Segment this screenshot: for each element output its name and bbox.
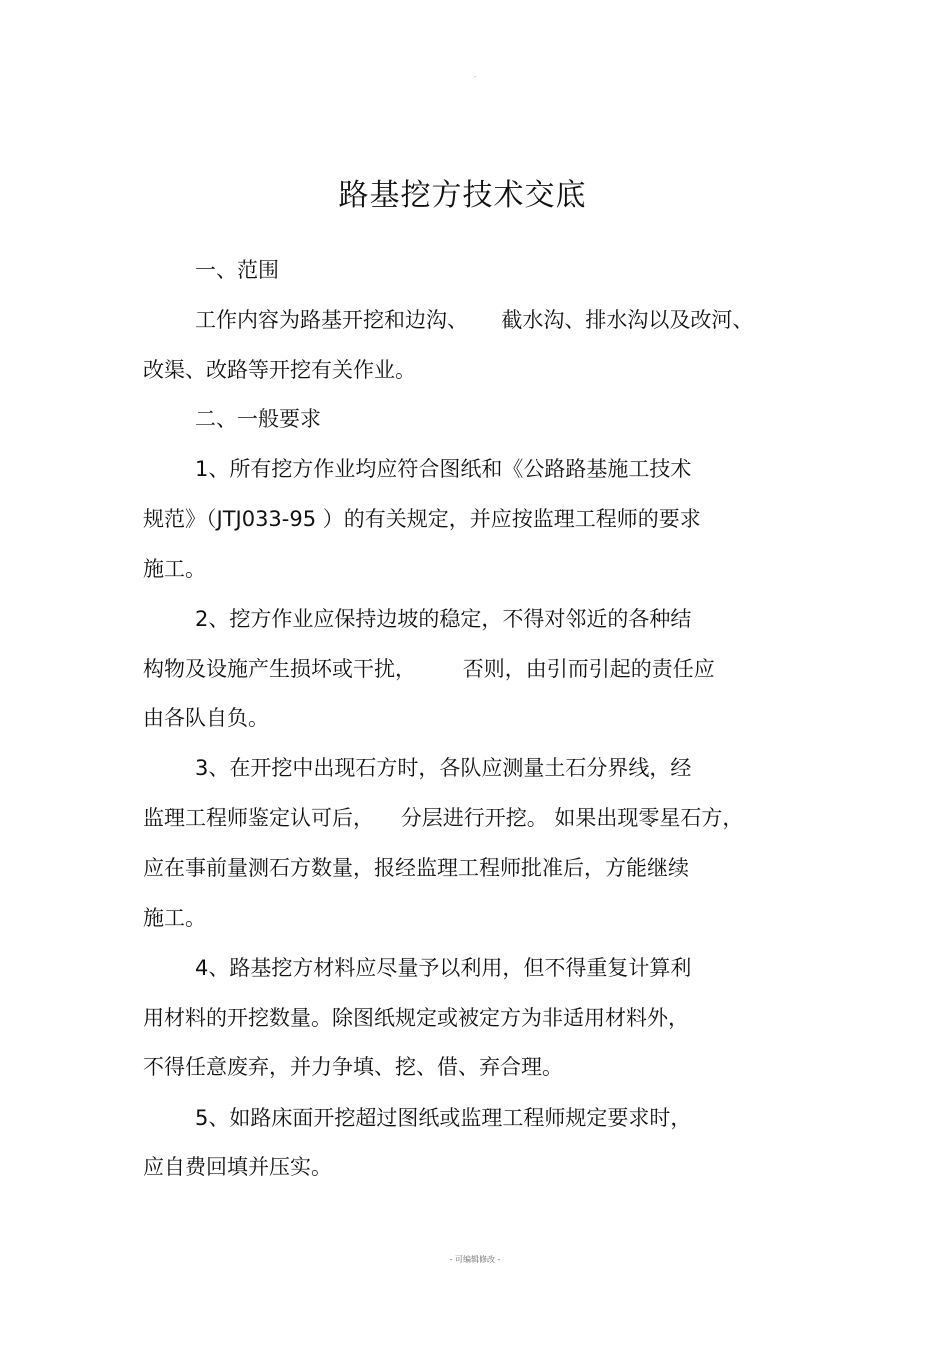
paragraph-line: 4、路基挖方材料应尽量予以利用，但不得重复计算利: [195, 956, 692, 980]
paragraph-line: 改渠、改路等开挖有关作业。: [143, 358, 416, 382]
paragraph-line: 1、所有挖方作业均应符合图纸和《公路路基施工技术: [195, 457, 692, 481]
paragraph-line: 应在事前量测石方数量，报经监理工程师批准后，方能继续: [143, 856, 689, 880]
section-heading-general: 二、一般要求: [195, 407, 321, 431]
paragraph-line: 5、如路床面开挖超过图纸或监理工程师规定要求时，: [195, 1106, 692, 1130]
paragraph-line: 用材料的开挖数量。除图纸规定或被定方为非适用材料外，: [143, 1006, 689, 1030]
paragraph-line: 构物及设施产生损坏或干扰， 否则，由引而引起的责任应: [143, 657, 715, 681]
paragraph-line: 3、在开挖中出现石方时，各队应测量土石分界线，经: [195, 756, 692, 780]
paragraph-line: 应自费回填并压实。: [143, 1155, 332, 1179]
paragraph-line: 不得任意废弃，并力争填、挖、借、弃合理。: [143, 1055, 563, 1079]
paragraph-line: 2、挖方作业应保持边坡的稳定，不得对邻近的各种结: [195, 607, 692, 631]
paragraph-line: 施工。: [143, 557, 206, 581]
document-title: 路基挖方技术交底: [338, 178, 587, 213]
page-footer: - 可编辑修改 -: [449, 1255, 501, 1264]
paragraph-line: 工作内容为路基开挖和边沟、 截水沟、排水沟以及改河、: [195, 308, 754, 332]
paragraph-line: 由各队自负。: [143, 706, 269, 730]
paragraph-line: 监理工程师鉴定认可后， 分层进行开挖。 如果出现零星石方，: [143, 806, 744, 830]
paragraph-line: 规范》（JTJ033-95 ）的有关规定，并应按监理工程师的要求: [143, 507, 701, 531]
paragraph-line: 施工。: [143, 906, 206, 930]
section-heading-scope: 一、范围: [195, 258, 279, 282]
header-mark: .: [473, 70, 477, 79]
